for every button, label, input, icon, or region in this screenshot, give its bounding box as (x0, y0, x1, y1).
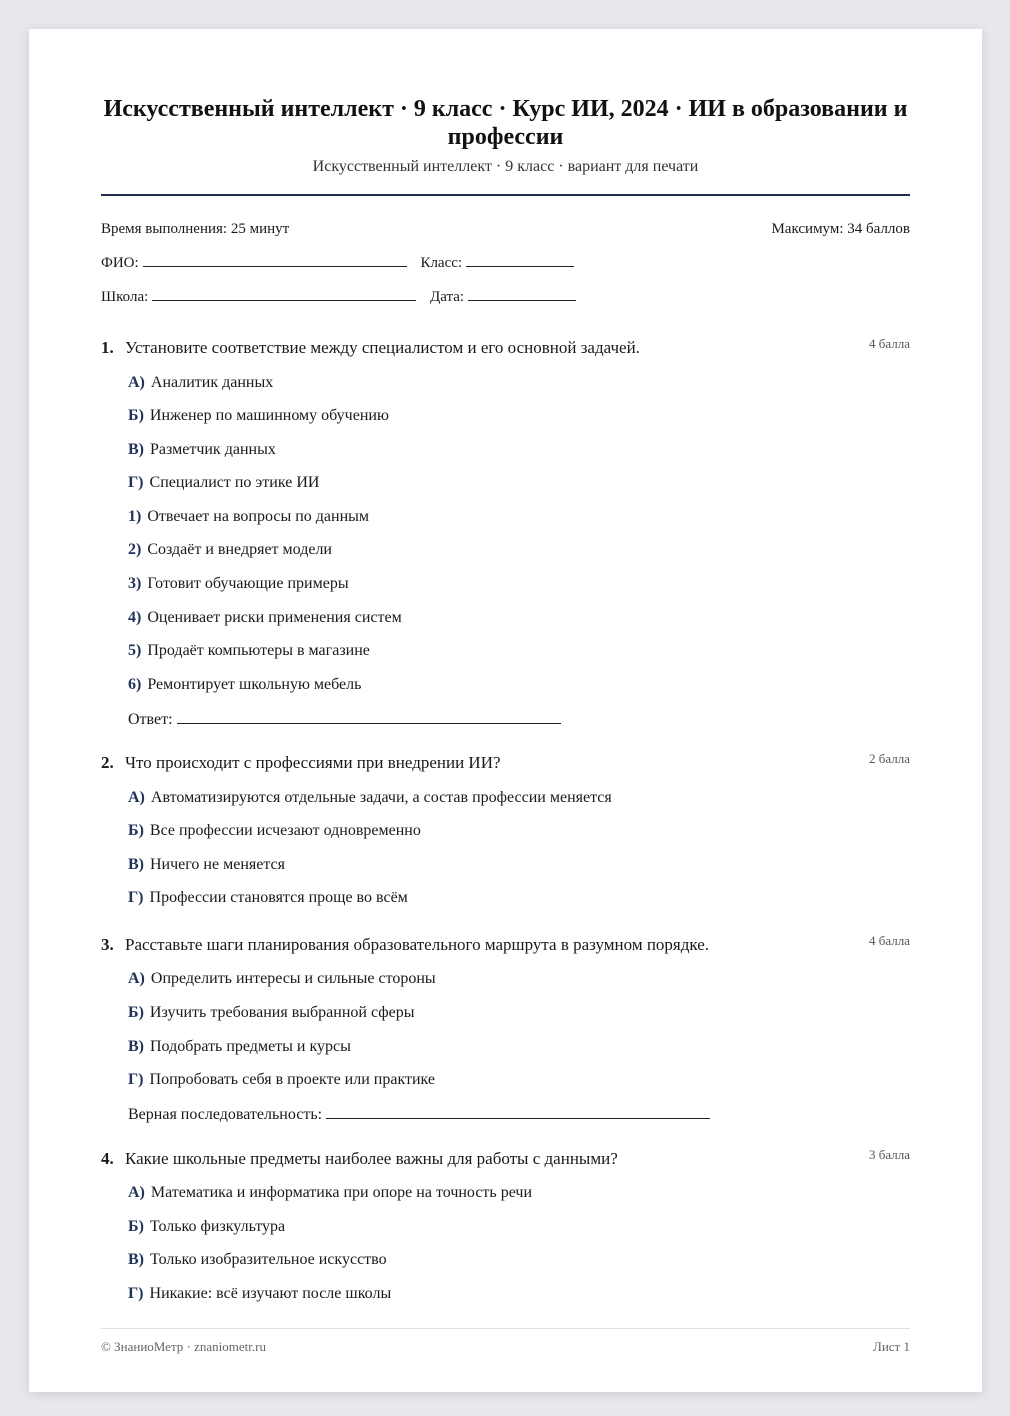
option-item[interactable]: Г) Профессии становятся проще во всём (128, 889, 408, 906)
question-points: 3 балла (869, 1147, 910, 1162)
question-text: Что происходит с профессиями при внедрении ИИ? (125, 753, 501, 772)
option-item[interactable]: 5) Продаёт компьютеры в магазине (128, 642, 370, 659)
option-item[interactable]: Б) Все профессии исчезают одновременно (128, 822, 421, 839)
option-item[interactable]: Б) Только физкультура (128, 1218, 286, 1235)
option-item[interactable]: 2) Создаёт и внедряет модели (128, 541, 332, 558)
option-item[interactable]: 1) Отвечает на вопросы по данным (128, 508, 370, 525)
option-item[interactable]: 6) Ремонтирует школьную мебель (128, 676, 362, 693)
page-subtitle: Искусственный интеллект · 9 класс · вариант для печати (312, 158, 699, 175)
worksheet-page (29, 29, 982, 1392)
time-limit: Время выполнения: 25 минут (101, 221, 290, 237)
option-item[interactable]: 3) Готовит обучающие примеры (128, 575, 349, 592)
question-number: 3. (101, 935, 114, 954)
footer-divider (101, 1328, 910, 1329)
max-score: Максимум: 34 баллов (771, 221, 910, 237)
date-label: Дата: (430, 289, 465, 305)
question-text: Расставьте шаги планирования образовательного маршрута в разумном порядке. (125, 935, 710, 954)
sequence-answer-row (128, 1104, 710, 1125)
option-item[interactable]: 4) Оценивает риски применения систем (128, 609, 402, 626)
class-field[interactable] (466, 252, 574, 267)
option-item[interactable]: В) Только изобразительное искусство (128, 1251, 387, 1268)
class-label: Класс: (420, 255, 463, 271)
school-field[interactable] (152, 286, 416, 301)
sequence-answer-label: Верная последовательность: (128, 1106, 323, 1123)
option-item[interactable]: Г) Никакие: всё изучают после школы (128, 1285, 392, 1302)
option-item[interactable]: Б) Изучить требования выбранной сферы (128, 1004, 415, 1021)
option-item[interactable]: А) Автоматизируются отдельные задачи, а состав профессии меняется (128, 789, 612, 806)
meta-fio-row (101, 252, 910, 273)
question-number: 4. (101, 1149, 114, 1168)
question-number: 1. (101, 338, 114, 357)
option-item[interactable]: В) Подобрать предметы и курсы (128, 1038, 351, 1055)
option-item[interactable]: В) Разметчик данных (128, 441, 276, 458)
option-item[interactable]: В) Ничего не меняется (128, 856, 285, 873)
sequence-answer-field[interactable] (326, 1104, 710, 1119)
question-1 (101, 337, 910, 359)
question-2 (101, 752, 910, 774)
question-text: Какие школьные предметы наиболее важны для работы с данными? (125, 1149, 618, 1168)
option-item[interactable]: А) Определить интересы и сильные стороны (128, 970, 436, 987)
page-header (101, 95, 910, 177)
answer-label: Ответ: (128, 711, 173, 728)
school-label: Школа: (101, 289, 149, 305)
option-item[interactable]: А) Математика и информатика при опоре на точность речи (128, 1184, 533, 1201)
header-divider (101, 194, 910, 196)
page-title: Искусственный интеллект · 9 класс · Курс ИИ, 2024 · ИИ в образовании и профессии (103, 96, 908, 150)
date-field[interactable] (468, 286, 576, 301)
page-number: Лист 1 (873, 1339, 910, 1354)
question-4 (101, 1148, 910, 1170)
option-item[interactable]: Б) Инженер по машинному обучению (128, 407, 389, 424)
fio-field[interactable] (143, 252, 407, 267)
question-points: 2 балла (869, 751, 910, 766)
page-footer (101, 1339, 910, 1355)
meta-time-row (101, 219, 910, 239)
question-text: Установите соответствие между специалистом и его основной задачей. (125, 338, 640, 357)
question-3 (101, 934, 910, 956)
meta-school-row (101, 286, 910, 307)
answer-field[interactable] (177, 709, 561, 724)
answer-row (128, 709, 561, 730)
question-points: 4 балла (869, 336, 910, 351)
option-item[interactable]: А) Аналитик данных (128, 374, 274, 391)
fio-label: ФИО: (101, 255, 139, 271)
footer-copyright: © ЗнаниоМетр · znaniometr.ru (101, 1339, 266, 1354)
option-item[interactable]: Г) Попробовать себя в проекте или практике (128, 1071, 436, 1088)
question-number: 2. (101, 753, 114, 772)
question-points: 4 балла (869, 933, 910, 948)
option-item[interactable]: Г) Специалист по этике ИИ (128, 474, 320, 491)
